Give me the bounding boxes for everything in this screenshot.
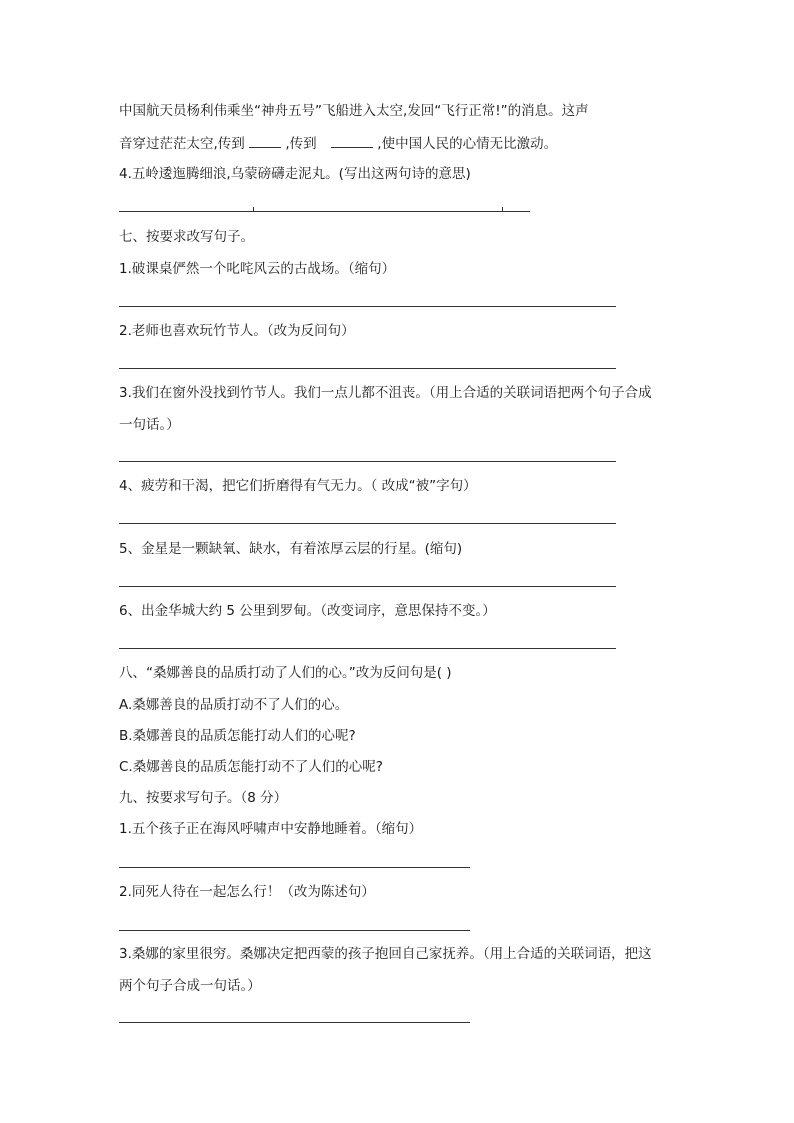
answer-line-9-2[interactable] <box>119 930 470 931</box>
section-8-question: 八、“桑娜善良的品质打动了人们的心。”改为反问句是( ) <box>119 665 452 681</box>
question-7-5: 5、金星是一颗缺氧、缺水，有着浓厚云层的行星。(缩句) <box>119 541 463 557</box>
question-9-2: 2.同死人待在一起怎么行！（改为陈述句） <box>119 884 375 900</box>
passage-line-2-part-c: ,使中国人民的心情无比激动。 <box>377 136 558 152</box>
answer-line-tick <box>502 207 503 211</box>
passage-line-2 <box>119 133 557 153</box>
answer-line-7-6[interactable] <box>119 648 616 649</box>
answer-line-7-4[interactable] <box>119 523 616 524</box>
passage-line-2-part-b: ,传到 <box>285 136 317 152</box>
answer-blank-2[interactable] <box>331 133 373 148</box>
answer-blank-1[interactable] <box>249 133 281 148</box>
answer-line-7-5[interactable] <box>119 586 616 587</box>
question-7-4: 4、疲劳和干渴，把它们折磨得有气无力。（ 改成“被”字句） <box>119 478 477 494</box>
question-9-3-line-1: 3.桑娜的家里很穷。桑娜决定把西蒙的孩子抱回自己家抚养。（用上合适的关联词语，把这 <box>119 946 652 962</box>
question-9-1: 1.五个孩子正在海风呼啸声中安静地睡着。（缩句） <box>119 821 423 837</box>
passage-line-1: 中国航天员杨利伟乘坐“神舟五号”飞船进入太空,发回“飞行正常!”的消息。这声 <box>119 103 589 119</box>
answer-line-tick <box>253 207 254 211</box>
question-9-3-line-2: 两个句子合成一句话。） <box>119 978 261 994</box>
answer-line-7-2[interactable] <box>119 368 616 369</box>
option-a[interactable]: A.桑娜善良的品质打动不了人们的心。 <box>119 697 349 713</box>
passage-line-2-part-a: 音穿过茫茫太空,传到 <box>119 136 245 152</box>
answer-line-7-3[interactable] <box>119 461 616 462</box>
question-7-2: 2.老师也喜欢玩竹节人。（改为反问句） <box>119 323 355 339</box>
section-7-heading: 七、按要求改写句子。 <box>119 229 254 245</box>
question-7-1: 1.破课桌俨然一个叱咤风云的古战场。（缩句） <box>119 261 396 277</box>
answer-line-9-3[interactable] <box>119 1022 470 1023</box>
option-c[interactable]: C.桑娜善良的品质怎能打动不了人们的心呢? <box>119 759 383 775</box>
question-7-6: 6、出金华城大约 5 公里到罗甸。（改变词序，意思保持不变。） <box>119 603 496 619</box>
question-4-poem: 4.五岭逶迤腾细浪,乌蒙磅礴走泥丸。(写出这两句诗的意思) <box>119 166 471 182</box>
answer-line-9-1[interactable] <box>119 867 470 868</box>
question-7-3-line-1: 3.我们在窗外没找到竹节人。我们一点儿都不沮丧。（用上合适的关联词语把两个句子合成 <box>119 385 652 401</box>
option-b[interactable]: B.桑娜善良的品质怎能打动人们的心呢? <box>119 728 356 744</box>
question-7-3-line-2: 一句话。） <box>119 417 180 433</box>
answer-line-7-1[interactable] <box>119 306 616 307</box>
answer-line-poem[interactable] <box>119 211 530 212</box>
section-9-heading: 九、按要求写句子。（8 分） <box>119 790 288 806</box>
